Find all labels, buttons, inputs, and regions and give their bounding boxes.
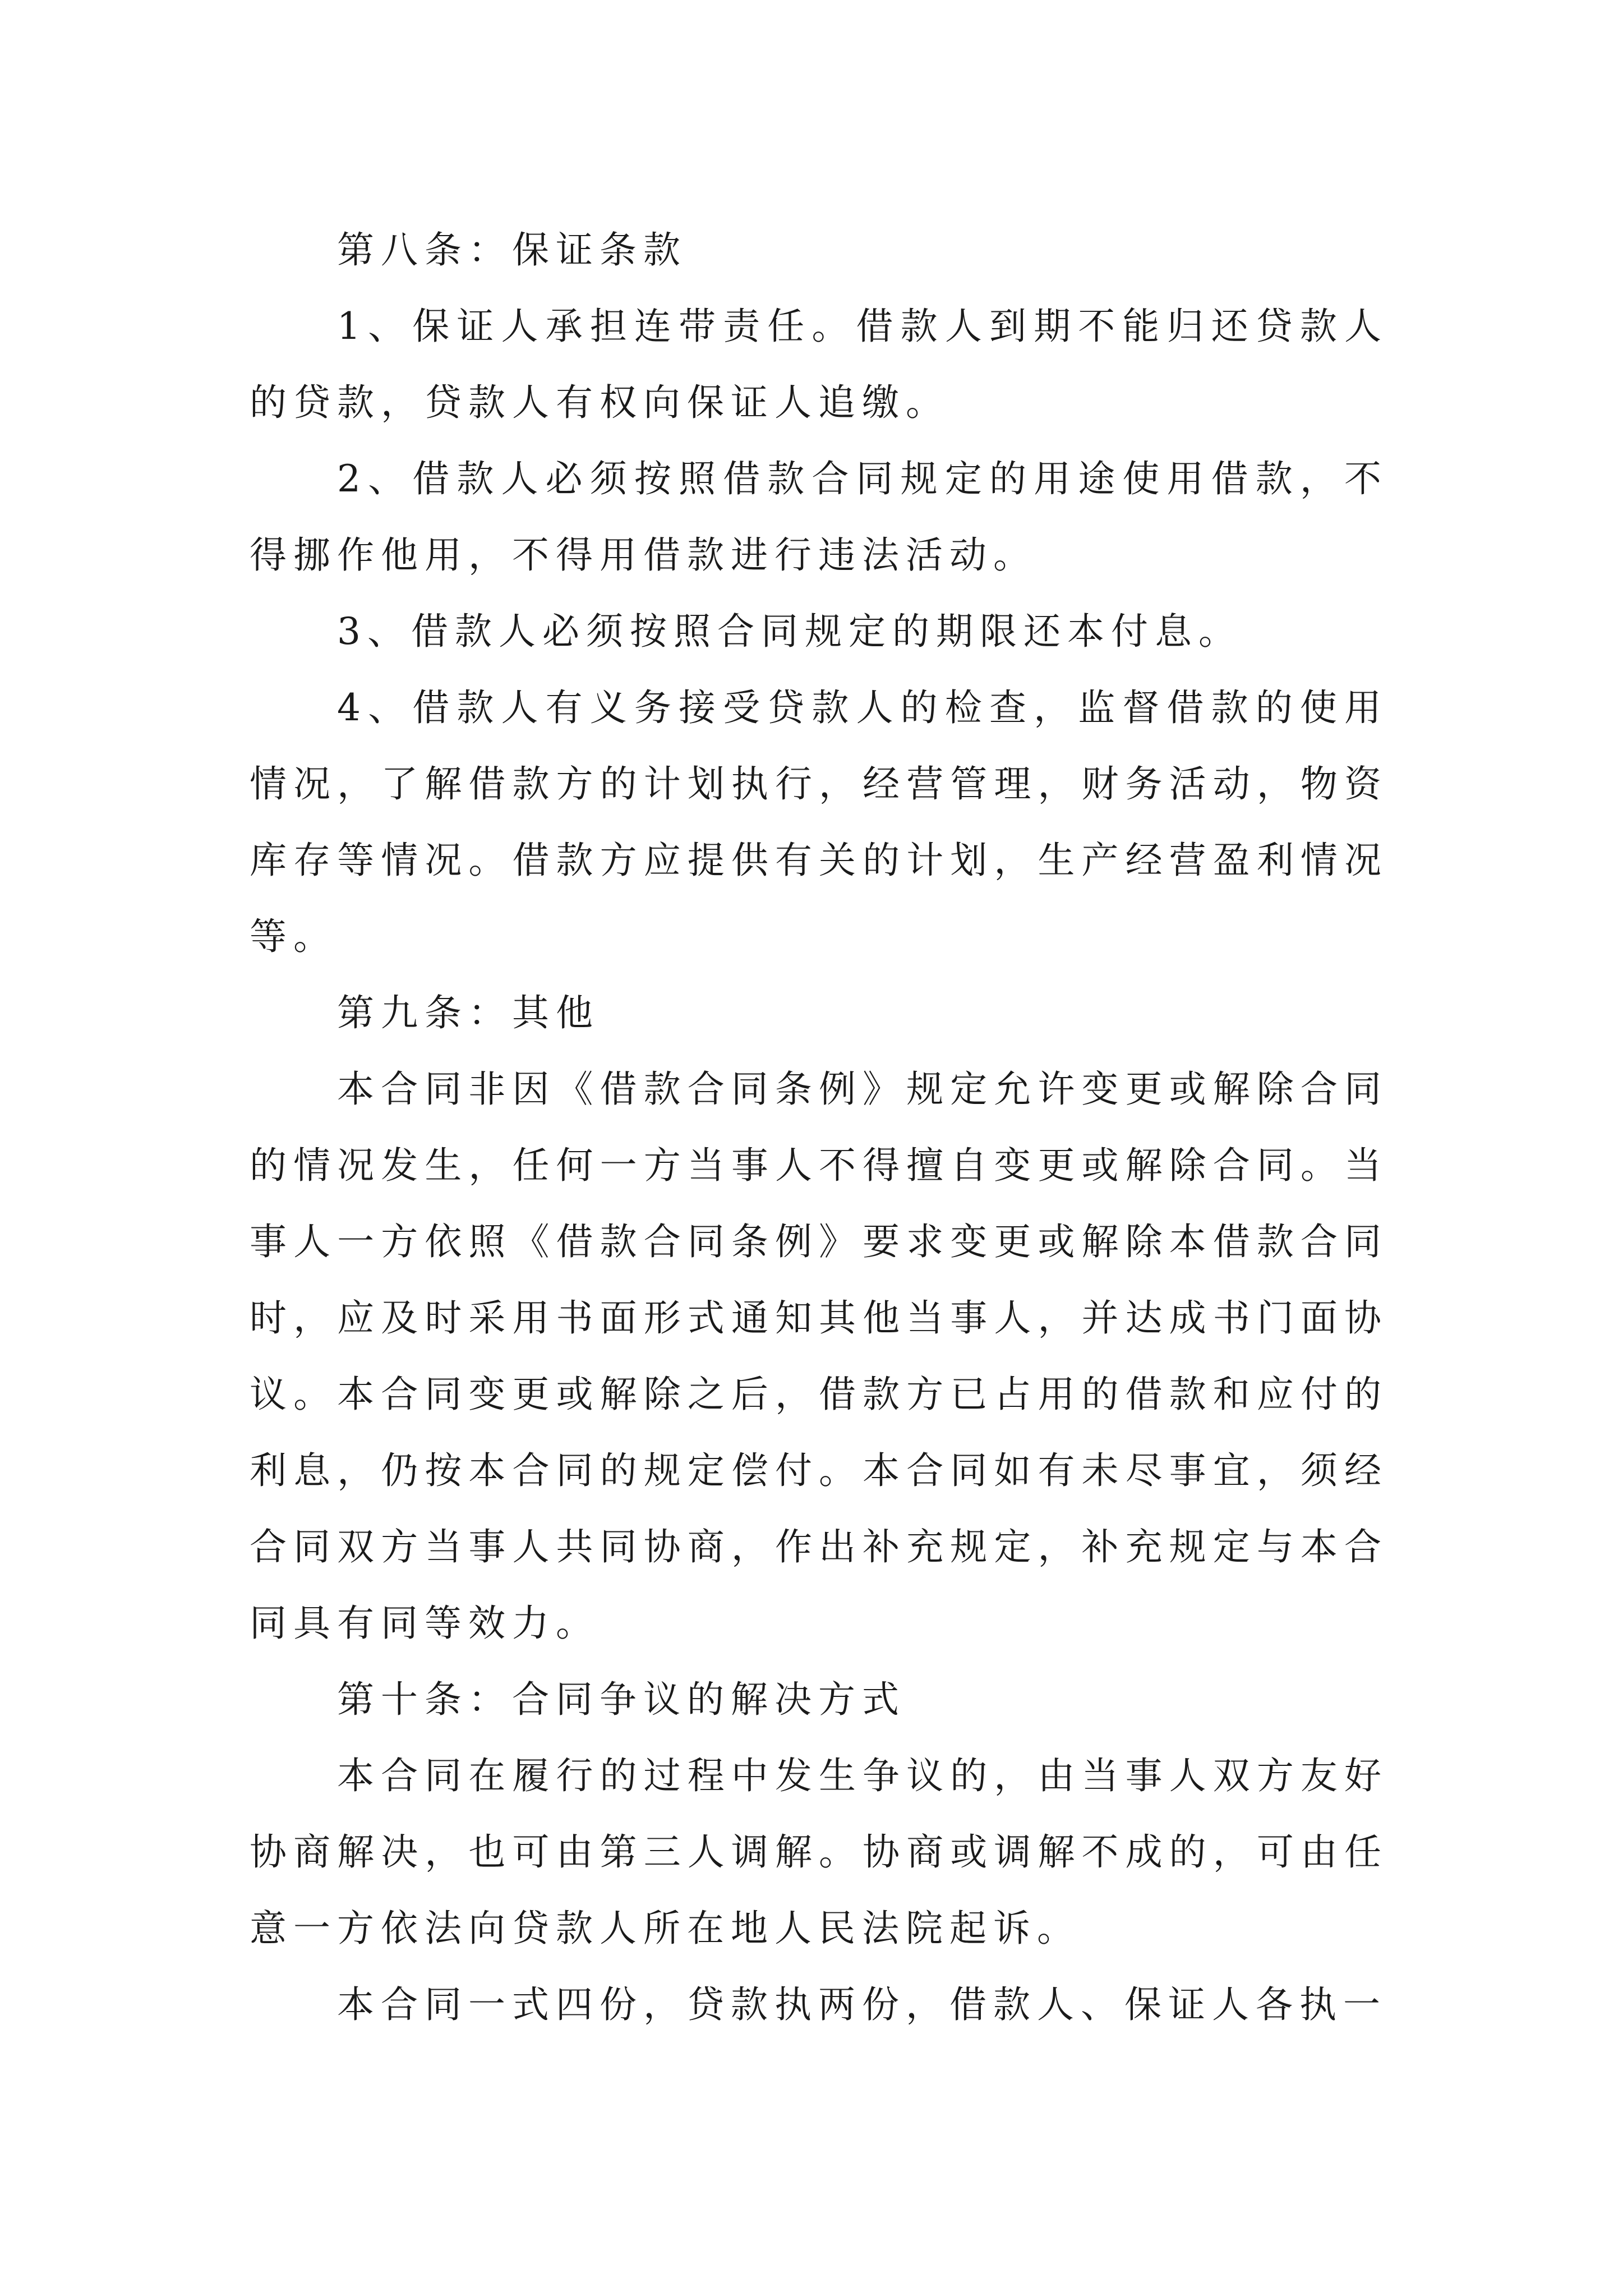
- document-body: [250, 212, 1388, 2043]
- article-8-heading: 第八条：保证条款: [337, 228, 687, 272]
- article-8-clause-4: 4、借款人有义务接受贷款人的检查，监督借款的使用情况，了解借款方的计划执行，经营管理，财务活动，物资库存等情况。借款方应提供有关的计划，生产经营盈利情况等。: [250, 686, 1388, 958]
- article-9-heading: 第九条：其他: [337, 991, 600, 1034]
- article-9-paragraph: 本合同非因《借款合同条例》规定允许变更或解除合同的情况发生，任何一方当事人不得擅自变更或解除合同。当事人一方依照《借款合同条例》要求变更或解除本借款合同时，应及时采用书面形式通知其他当事人，并达成书门面协议。本合同变更或解除之后，借款方已占用的借款和应付的利息，仍按本合同的规定偿付。本合同如有未尽事宜，须经合同双方当事人共同协商，作出补充规定，补充规定与本合同具有同等效力。: [250, 1068, 1388, 1645]
- article-8-clause-2: 2、借款人必须按照借款合同规定的用途使用借款，不得挪作他用，不得用借款进行违法活动。: [250, 457, 1388, 577]
- article-10-heading: 第十条：合同争议的解决方式: [337, 1678, 906, 1721]
- article-10-paragraph: 本合同在履行的过程中发生争议的，由当事人双方友好协商解决，也可由第三人调解。协商或调解不成的，可由任意一方依法向贷款人所在地人民法院起诉。: [250, 1754, 1388, 1950]
- article-8-clause-3: 3、借款人必须按照合同规定的期限还本付息。: [337, 610, 1242, 653]
- copies-paragraph: 本合同一式四份，贷款执两份，借款人、保证人各执一: [337, 1983, 1387, 2026]
- article-8-clause-1: 1、保证人承担连带责任。借款人到期不能归还贷款人的贷款，贷款人有权向保证人追缴。: [250, 305, 1388, 424]
